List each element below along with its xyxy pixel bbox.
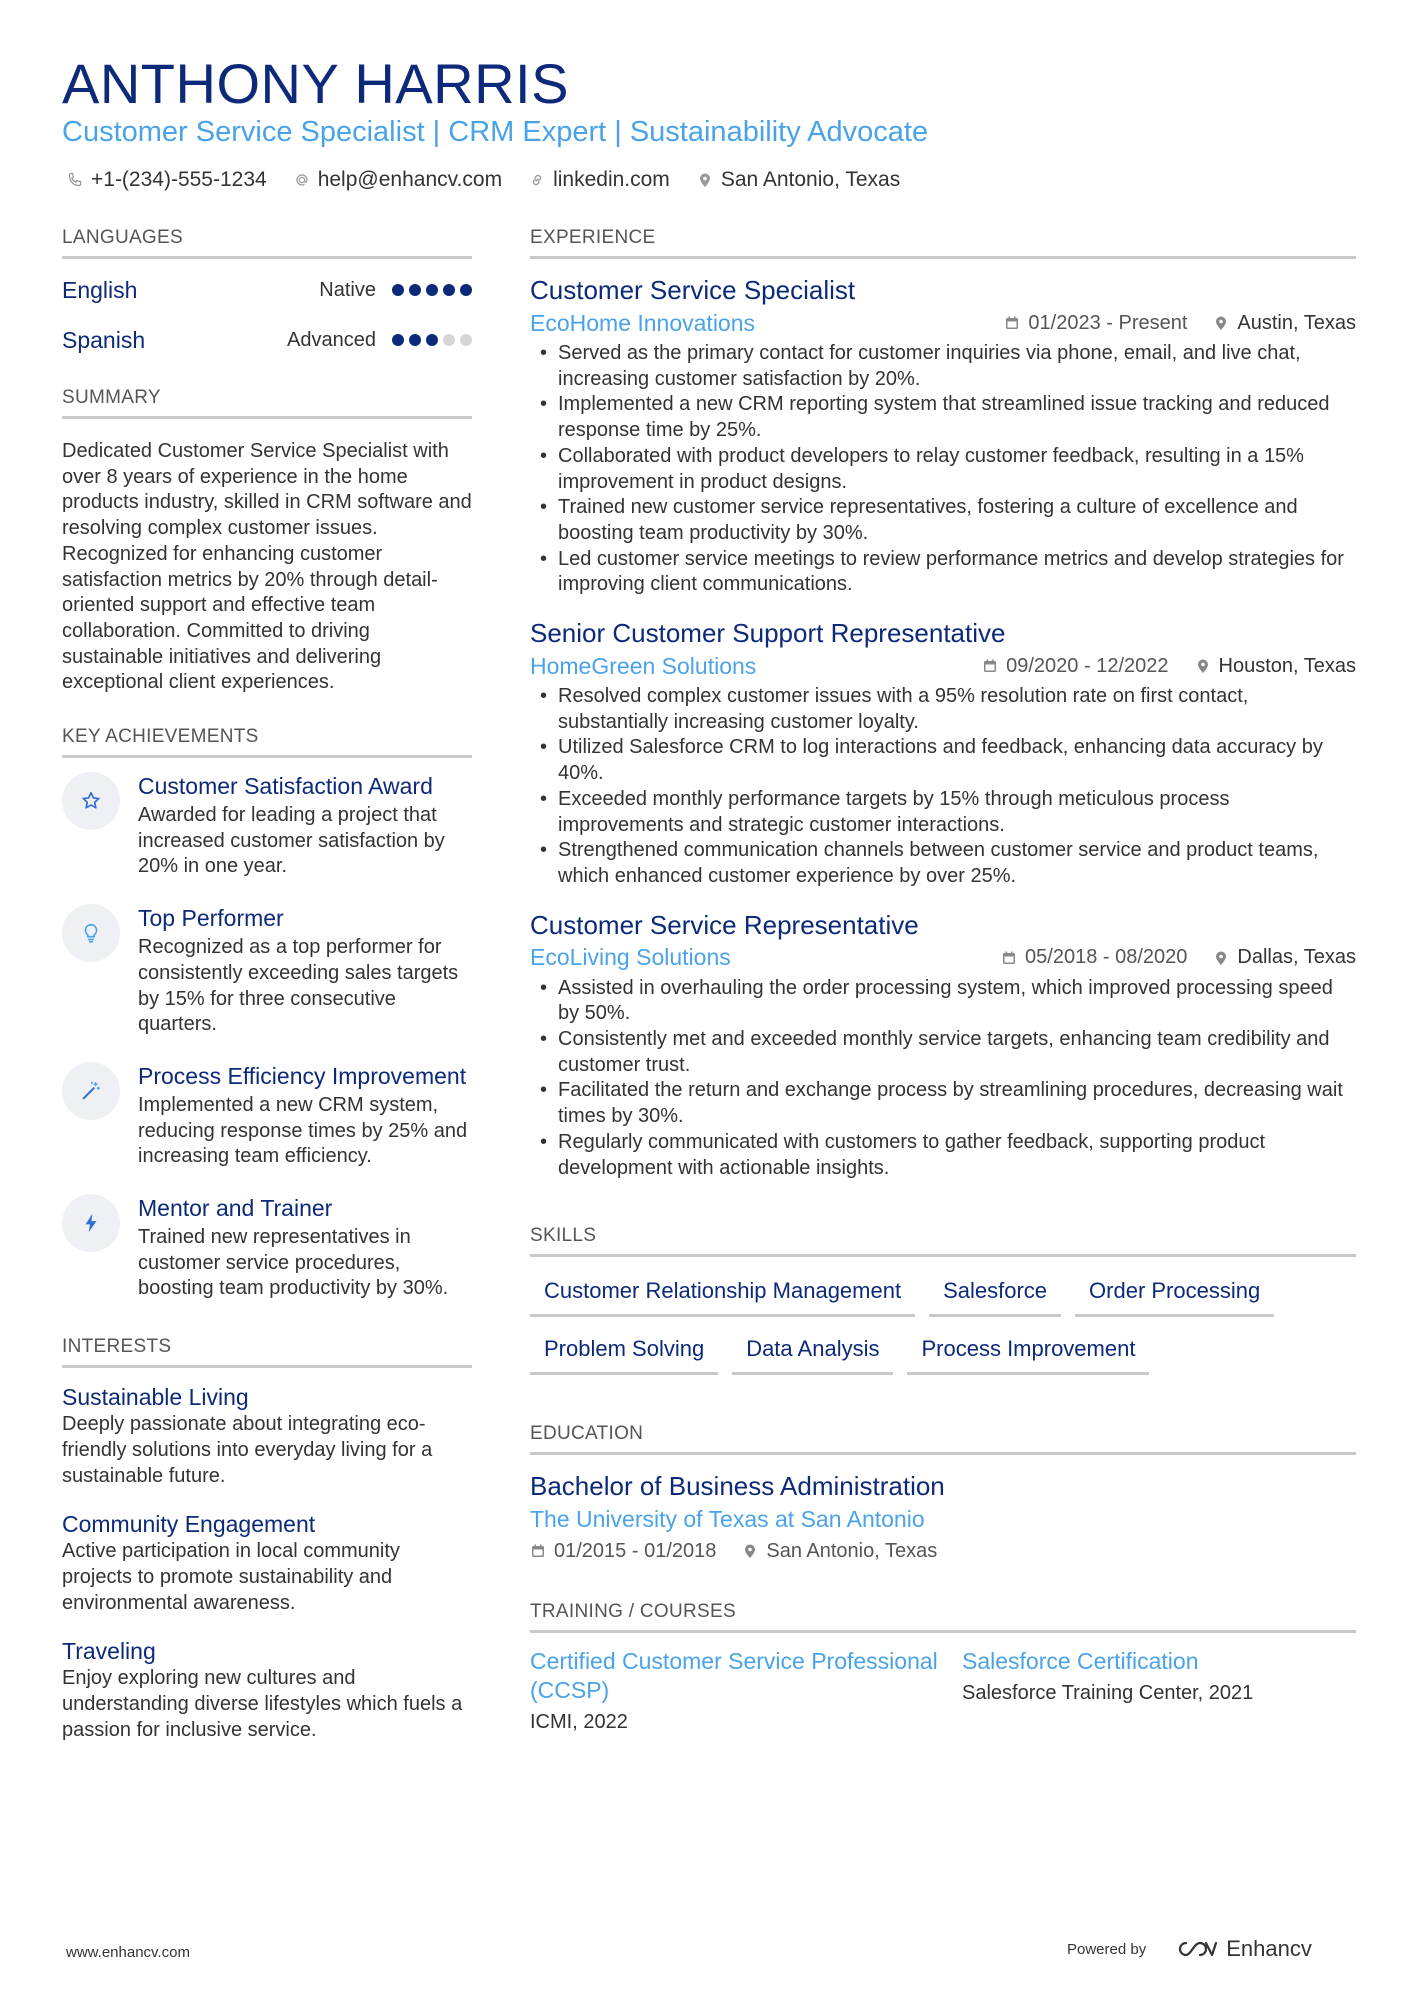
job-title: Senior Customer Support Representative — [530, 618, 1006, 649]
job-entry — [530, 908, 1356, 1182]
contact-phone-text: +1-(234)-555-1234 — [91, 168, 267, 191]
star-icon — [62, 772, 120, 830]
proficiency-dot — [443, 284, 455, 296]
language-row — [62, 315, 472, 365]
calendar-icon — [1001, 950, 1017, 966]
skills-list — [530, 1271, 1356, 1387]
job-dates — [1001, 946, 1187, 969]
skill-tag: Problem Solving — [530, 1329, 718, 1375]
achievements-section-title: KEY ACHIEVEMENTS — [62, 726, 472, 758]
achievement-description: Trained new representatives in customer service procedures, boosting team productivity by 30%. — [138, 1226, 449, 1300]
skill-tag: Customer Relationship Management — [530, 1271, 915, 1317]
job-bullet: • Utilized Salesforce CRM to log interactions and feedback, enhancing data accuracy by 40%. — [530, 735, 1356, 786]
language-proficiency-dots — [392, 334, 472, 346]
proficiency-dot — [392, 334, 404, 346]
job-bullet: • Led customer service meetings to review performance metrics and develop strategies for improving client communications. — [530, 547, 1356, 598]
interest-description: Enjoy exploring new cultures and understanding diverse lifestyles which fuels a passion for inclusive service. — [62, 1667, 463, 1741]
job-location — [1213, 312, 1356, 335]
course-item — [962, 1647, 1356, 1736]
interest-description: Active participation in local community projects to promote sustainability and environmental awareness. — [62, 1540, 400, 1614]
enhancv-logo[interactable] — [1172, 1936, 1312, 1962]
contact-linkedin-text: linkedin.com — [553, 168, 670, 191]
job-dates-text: 01/2023 - Present — [1028, 311, 1188, 334]
job-dates — [982, 655, 1168, 678]
job-dates-text: 05/2018 - 08/2020 — [1025, 946, 1188, 969]
education-dates: 01/2015 - 01/2018 — [554, 1539, 717, 1562]
skills-section-title: SKILLS — [530, 1225, 1356, 1257]
achievement-title: Customer Satisfaction Award — [138, 773, 433, 800]
job-bullets — [530, 976, 1356, 1182]
job-bullet: • Exceeded monthly performance targets by 15% through meticulous process improvements and strategic customer interactions. — [530, 787, 1356, 838]
languages-list — [62, 265, 472, 365]
job-location — [1213, 946, 1356, 969]
contact-email-text: help@enhancv.com — [317, 168, 503, 191]
job-subheader — [530, 650, 1356, 682]
right-column — [530, 227, 1356, 1736]
education-school: The University of Texas at San Antonio — [530, 1506, 925, 1533]
calendar-icon — [530, 1543, 546, 1559]
course-provider: ICMI, 2022 — [530, 1711, 628, 1734]
job-title: Customer Service Representative — [530, 909, 919, 940]
achievement-title: Process Efficiency Improvement — [138, 1062, 467, 1089]
job-company: HomeGreen Solutions — [530, 652, 757, 679]
language-level: Advanced — [287, 328, 376, 351]
achievement-description: Awarded for leading a project that increased customer satisfaction by 20% in one year. — [138, 804, 445, 878]
language-proficiency-dots — [392, 284, 472, 296]
enhancv-brand-text: Enhancv — [1226, 1936, 1312, 1961]
contact-email[interactable] — [293, 168, 502, 192]
interest-item — [62, 1509, 472, 1616]
achievement-item — [62, 904, 472, 1038]
left-column — [62, 227, 472, 1744]
course-provider: Salesforce Training Center, 2021 — [962, 1682, 1254, 1705]
job-bullet: • Consistently met and exceeded monthly service targets, enhancing team credibility and customer trust. — [530, 1027, 1356, 1078]
job-dates — [1004, 312, 1187, 335]
job-meta — [1004, 312, 1356, 335]
proficiency-dot — [426, 334, 438, 346]
interest-description: Deeply passionate about integrating eco-friendly solutions into everyday living for a sustainable future. — [62, 1413, 433, 1487]
proficiency-dot — [409, 284, 421, 296]
interests-section-title: INTERESTS — [62, 1336, 472, 1368]
course-title: Salesforce Certification — [962, 1648, 1199, 1675]
job-meta — [1001, 946, 1356, 969]
achievement-title: Mentor and Trainer — [138, 1195, 333, 1222]
job-bullet: • Trained new customer service representatives, fostering a culture of excellence and boosting team productivity by 30%. — [530, 495, 1356, 546]
language-name: Spanish — [62, 326, 146, 353]
job-company: EcoHome Innovations — [530, 309, 756, 336]
lightning-icon — [62, 1194, 120, 1252]
location-icon — [1213, 315, 1229, 331]
contact-phone[interactable] — [66, 168, 267, 192]
powered-by-label: Powered by — [1067, 1940, 1147, 1958]
achievement-item — [62, 1194, 472, 1302]
job-company: EcoLiving Solutions — [530, 944, 731, 971]
job-location-text: Austin, Texas — [1237, 311, 1356, 334]
interests-list — [62, 1382, 472, 1743]
interest-item — [62, 1636, 472, 1743]
job-subheader — [530, 942, 1356, 974]
experience-section-title: EXPERIENCE — [530, 227, 1356, 259]
skill-tag: Data Analysis — [732, 1329, 893, 1375]
location-icon — [696, 171, 714, 189]
education-location: San Antonio, Texas — [766, 1539, 938, 1562]
job-subheader — [530, 307, 1356, 339]
contact-linkedin[interactable] — [528, 168, 670, 192]
location-icon — [1213, 950, 1229, 966]
contact-bar — [66, 165, 926, 195]
job-bullet: • Served as the primary contact for customer inquiries via phone, email, and live chat, increasing customer satisfaction by 20%. — [530, 341, 1356, 392]
link-icon — [528, 171, 546, 189]
job-meta — [982, 655, 1356, 678]
courses-list — [530, 1647, 1356, 1736]
job-entry — [530, 273, 1356, 598]
summary-text: Dedicated Customer Service Specialist with over 8 years of experience in the home products industry, skilled in CRM software and resolving complex customer issues. Recognized for enhancing customer satisfaction metrics by 20% through detail-oriented support and effective team collaboration. Committed to driving sustainable initiatives and delivering exceptional client experiences. — [62, 440, 472, 694]
at-icon — [293, 171, 311, 189]
language-row — [62, 265, 472, 315]
education-degree: Bachelor of Business Administration — [530, 1471, 945, 1502]
job-title: Customer Service Specialist — [530, 275, 856, 305]
training-section-title: TRAINING / COURSES — [530, 1601, 1356, 1633]
language-name: English — [62, 276, 138, 303]
interest-title: Sustainable Living — [62, 1384, 249, 1411]
location-icon — [742, 1543, 758, 1559]
course-title: Certified Customer Service Professional (CCSP) — [530, 1648, 938, 1704]
summary-section-title: SUMMARY — [62, 387, 472, 419]
job-bullet: • Collaborated with product developers to relay customer feedback, resulting in a 15% improvement in product designs. — [530, 444, 1356, 495]
skill-tag: Order Processing — [1075, 1271, 1274, 1317]
candidate-headline: Customer Service Specialist | CRM Expert | Sustainability Advocate — [62, 116, 929, 148]
enhancv-logo-icon — [1172, 1937, 1218, 1961]
job-location-text: Dallas, Texas — [1237, 946, 1356, 969]
job-bullet: • Facilitated the return and exchange process by streamlining procedures, decreasing wait times by 30%. — [530, 1078, 1356, 1129]
proficiency-dot — [460, 284, 472, 296]
contact-location-text: San Antonio, Texas — [720, 168, 901, 191]
job-bullet: • Implemented a new CRM reporting system that streamlined issue tracking and reduced response time by 25%. — [530, 392, 1356, 443]
proficiency-dot-empty — [443, 334, 455, 346]
job-bullets — [530, 684, 1356, 890]
skill-tag: Process Improvement — [907, 1329, 1149, 1375]
achievement-description: Recognized as a top performer for consistently exceeding sales targets by 15% for three consecutive quarters. — [138, 936, 459, 1036]
job-bullet: • Strengthened communication channels between customer service and product teams, which enhanced customer experience by over 25%. — [530, 838, 1356, 889]
job-entry — [530, 616, 1356, 890]
education-section-title: EDUCATION — [530, 1423, 1356, 1455]
skill-tag: Salesforce — [929, 1271, 1061, 1317]
achievement-item — [62, 1062, 472, 1170]
interest-title: Community Engagement — [62, 1511, 316, 1538]
footer-website[interactable]: www.enhancv.com — [66, 1944, 190, 1961]
job-location-text: Houston, Texas — [1218, 654, 1356, 677]
education-meta — [530, 1535, 1356, 1567]
calendar-icon — [982, 658, 998, 674]
job-bullets — [530, 341, 1356, 598]
interest-title: Traveling — [62, 1638, 156, 1665]
candidate-name: ANTHONY HARRIS — [62, 52, 569, 115]
footer-branding — [1067, 1936, 1312, 1962]
calendar-icon — [1004, 315, 1020, 331]
job-location — [1195, 655, 1357, 678]
job-dates-text: 09/2020 - 12/2022 — [1006, 654, 1169, 677]
proficiency-dot — [409, 334, 421, 346]
interest-item — [62, 1382, 472, 1489]
proficiency-dot — [426, 284, 438, 296]
course-item — [530, 1647, 962, 1736]
achievement-title: Top Performer — [138, 905, 284, 932]
job-bullet: • Regularly communicated with customers to gather feedback, supporting product development with actionable insights. — [530, 1130, 1356, 1181]
phone-icon — [66, 171, 84, 189]
achievement-item — [62, 772, 472, 880]
job-bullet: • Resolved complex customer issues with a 95% resolution rate on first contact, substantially increasing customer loyalty. — [530, 684, 1356, 735]
contact-location — [696, 168, 900, 192]
achievements-list — [62, 772, 472, 1302]
lightbulb-icon — [62, 904, 120, 962]
languages-section-title: LANGUAGES — [62, 227, 472, 259]
language-level: Native — [319, 278, 376, 301]
proficiency-dot-empty — [460, 334, 472, 346]
achievement-description: Implemented a new CRM system, reducing response times by 25% and increasing team efficiency. — [138, 1093, 468, 1168]
proficiency-dot — [392, 284, 404, 296]
location-icon — [1195, 658, 1211, 674]
job-bullet: • Assisted in overhauling the order processing system, which improved processing speed by 50%. — [530, 976, 1356, 1027]
magic-wand-icon — [62, 1062, 120, 1120]
